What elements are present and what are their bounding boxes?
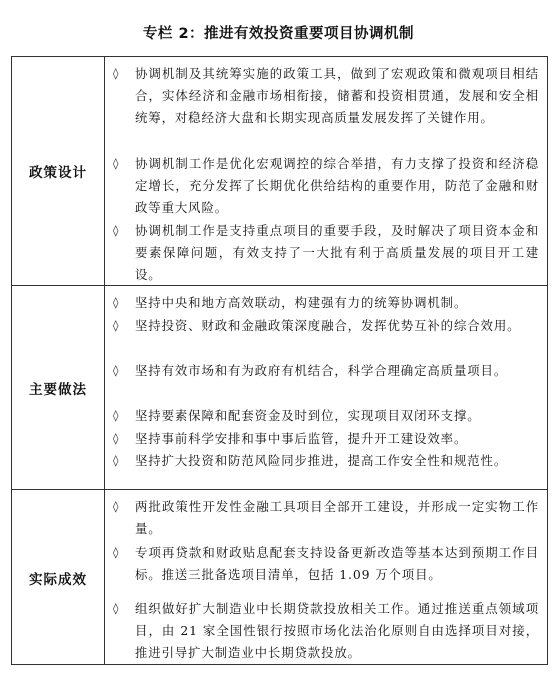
diamond-bullet-icon: ◊ <box>113 157 119 170</box>
section-label: 政策设计 <box>29 165 87 181</box>
section-label: 主要做法 <box>29 382 87 398</box>
section-items <box>105 57 547 285</box>
section-label-cell <box>12 57 105 285</box>
diamond-bullet-icon: ◊ <box>113 364 119 377</box>
diamond-bullet-icon: ◊ <box>113 500 119 513</box>
diamond-bullet-icon: ◊ <box>113 546 119 559</box>
diamond-bullet-icon: ◊ <box>113 602 119 615</box>
section-label: 实际成效 <box>29 571 87 588</box>
section-main-practices <box>12 285 547 490</box>
list-item-text: 组织做好扩大制造业中长期贷款投放相关工作。通过推送重点领域项目，由 21 家全国性银行按照市场化法治化原则自由选择项目对接，推进引导扩大制造业中长期贷款投放。 <box>135 601 539 661</box>
list-item-text: 坚持有效市场和有为政府有机结合，科学合理确定高质量项目。 <box>135 363 508 378</box>
list-item-text: 坚持扩大投资和防范风险同步推进，提高工作安全性和规范性。 <box>135 453 508 468</box>
section-items <box>105 490 547 665</box>
section-label-cell <box>12 490 105 665</box>
diamond-bullet-icon: ◊ <box>113 296 119 309</box>
section-policy-design <box>12 57 547 285</box>
box-title: 专栏 2：推进有效投资重要项目协调机制 <box>142 26 415 42</box>
diamond-bullet-icon: ◊ <box>113 67 119 80</box>
list-item-text: 坚持投资、财政和金融政策深度融合，发挥优势互补的综合效用。 <box>135 318 521 333</box>
diamond-bullet-icon: ◊ <box>113 319 119 332</box>
list-item-text: 坚持中央和地方高效联动，构建强有力的统筹协调机制。 <box>135 295 468 310</box>
list-item-text: 两批政策性开发性金融工具项目全部开工建设，并形成一定实物工作量。 <box>135 499 539 537</box>
diamond-bullet-icon: ◊ <box>113 432 119 445</box>
list-item-text: 坚持事前科学安排和事中事后监管，提升开工建设效率。 <box>135 431 468 446</box>
diamond-bullet-icon: ◊ <box>113 224 119 237</box>
info-table <box>11 56 548 665</box>
list-item-text: 专项再贷款和财政贴息配套支持设备更新改造等基本达到预期工作目标。推送三批备选项目清单，包括 1.09 万个项目。 <box>135 545 539 583</box>
section-label-cell <box>12 286 105 490</box>
diamond-bullet-icon: ◊ <box>113 454 119 467</box>
section-items <box>105 286 547 490</box>
section-actual-results <box>12 489 547 665</box>
list-item-text: 坚持要素保障和配套资金及时到位，实现项目双闭环支撑。 <box>135 408 481 423</box>
diamond-bullet-icon: ◊ <box>113 409 119 422</box>
list-item-text: 协调机制工作是优化宏观调控的综合举措，有力支撑了投资和经济稳定增长，充分发挥了长期优化供给结构的重要作用，防范了金融和财政等重大风险。 <box>135 156 539 216</box>
list-item-text: 协调机制工作是支持重点项目的重要手段，及时解决了项目资本金和要素保障问题，有效支持了一大批有利于高质量发展的项目开工建设。 <box>135 223 539 283</box>
list-item-text: 协调机制及其统筹实施的政策工具，做到了宏观政策和微观项目相结合，实体经济和金融市场相衔接，储蓄和投资相贯通，发展和安全相统筹，对稳经济大盘和长期实现高质量发展发挥了关键作用。 <box>135 66 539 126</box>
